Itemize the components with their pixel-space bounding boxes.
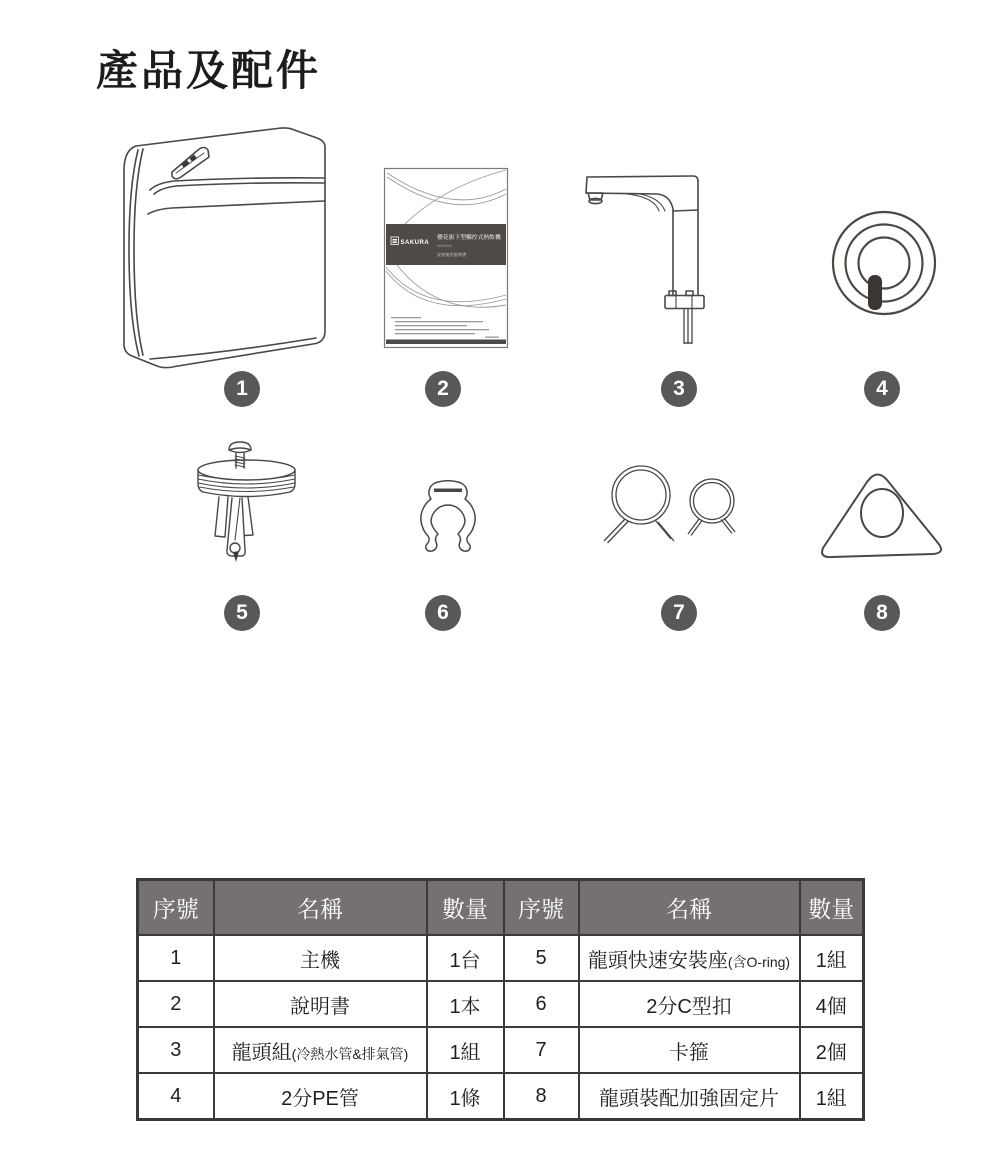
cell-no: 2 — [138, 981, 214, 1027]
part-name: 2分C型扣 — [646, 995, 732, 1018]
item-badge-7: 7 — [661, 595, 697, 631]
cell-no: 1 — [138, 935, 214, 981]
cell-no: 4 — [138, 1073, 214, 1120]
cell-name — [579, 1027, 800, 1073]
cell-name — [579, 1073, 800, 1120]
header-no-right: 序號 — [504, 880, 579, 936]
cell-qty: 1組 — [800, 935, 864, 981]
main-unit-illustration — [112, 126, 332, 376]
cell-no: 7 — [504, 1027, 579, 1073]
cell-qty: 1本 — [427, 981, 504, 1027]
part-name: 龍頭快速安裝座 — [587, 949, 728, 972]
header-name-left: 名稱 — [214, 880, 427, 936]
part-name: 2分PE管 — [281, 1087, 359, 1110]
manual-subtitle-text: 安裝使用說明書 — [437, 252, 467, 257]
c-clip-illustration — [417, 478, 479, 554]
cell-qty: 1台 — [427, 935, 504, 981]
part-name-note: (冷熱水管&排氣管) — [291, 1045, 409, 1062]
item-badge-1: 1 — [224, 371, 260, 407]
faucet-mount-base-illustration — [185, 438, 300, 570]
faucet-illustration — [570, 167, 705, 357]
cell-name — [579, 935, 800, 981]
parts-table — [136, 878, 865, 1121]
item-badge-3: 3 — [661, 371, 697, 407]
cell-name — [214, 1073, 427, 1120]
reinforcement-plate-illustration — [810, 460, 948, 562]
item-badge-2: 2 — [425, 371, 461, 407]
cell-no: 8 — [504, 1073, 579, 1120]
header-name-right: 名稱 — [579, 880, 800, 936]
part-name: 說明書 — [290, 995, 350, 1018]
item-badge-5: 5 — [224, 595, 260, 631]
page-title: 產品及配件 — [96, 47, 322, 94]
cell-qty: 2個 — [800, 1027, 864, 1073]
part-name: 卡箍 — [669, 1041, 709, 1064]
header-qty-left: 數量 — [427, 880, 504, 936]
cell-no: 6 — [504, 981, 579, 1027]
manual-title-text: 櫻花廚下型觸控式熱飲機 — [437, 235, 501, 241]
pe-tube-coil-illustration — [826, 206, 944, 324]
cell-qty: 1組 — [800, 1073, 864, 1120]
brand-text: SAKURA — [400, 240, 430, 246]
table-header-row — [138, 880, 864, 936]
part-name: 龍頭組 — [231, 1041, 292, 1064]
cell-name — [214, 935, 427, 981]
item-badge-6: 6 — [425, 595, 461, 631]
part-name: 主機 — [300, 949, 340, 972]
header-no-left: 序號 — [138, 880, 214, 936]
cell-no: 5 — [504, 935, 579, 981]
cell-no: 3 — [138, 1027, 214, 1073]
cell-qty: 4個 — [800, 981, 864, 1027]
part-name-note: (含O-ring) — [727, 953, 791, 970]
item-badge-4: 4 — [864, 371, 900, 407]
cell-name — [579, 981, 800, 1027]
cell-name — [214, 981, 427, 1027]
table-row — [138, 981, 864, 1027]
table-row — [138, 935, 864, 981]
cell-name — [214, 1027, 427, 1073]
table-row — [138, 1027, 864, 1073]
part-name: 龍頭裝配加強固定片 — [599, 1087, 779, 1110]
cell-qty: 1條 — [427, 1073, 504, 1120]
item-badge-8: 8 — [864, 595, 900, 631]
table-row — [138, 1073, 864, 1120]
header-qty-right: 數量 — [800, 880, 864, 936]
cell-qty: 1組 — [427, 1027, 504, 1073]
instruction-manual-illustration — [383, 167, 509, 349]
hose-clamps-illustration — [595, 460, 747, 548]
